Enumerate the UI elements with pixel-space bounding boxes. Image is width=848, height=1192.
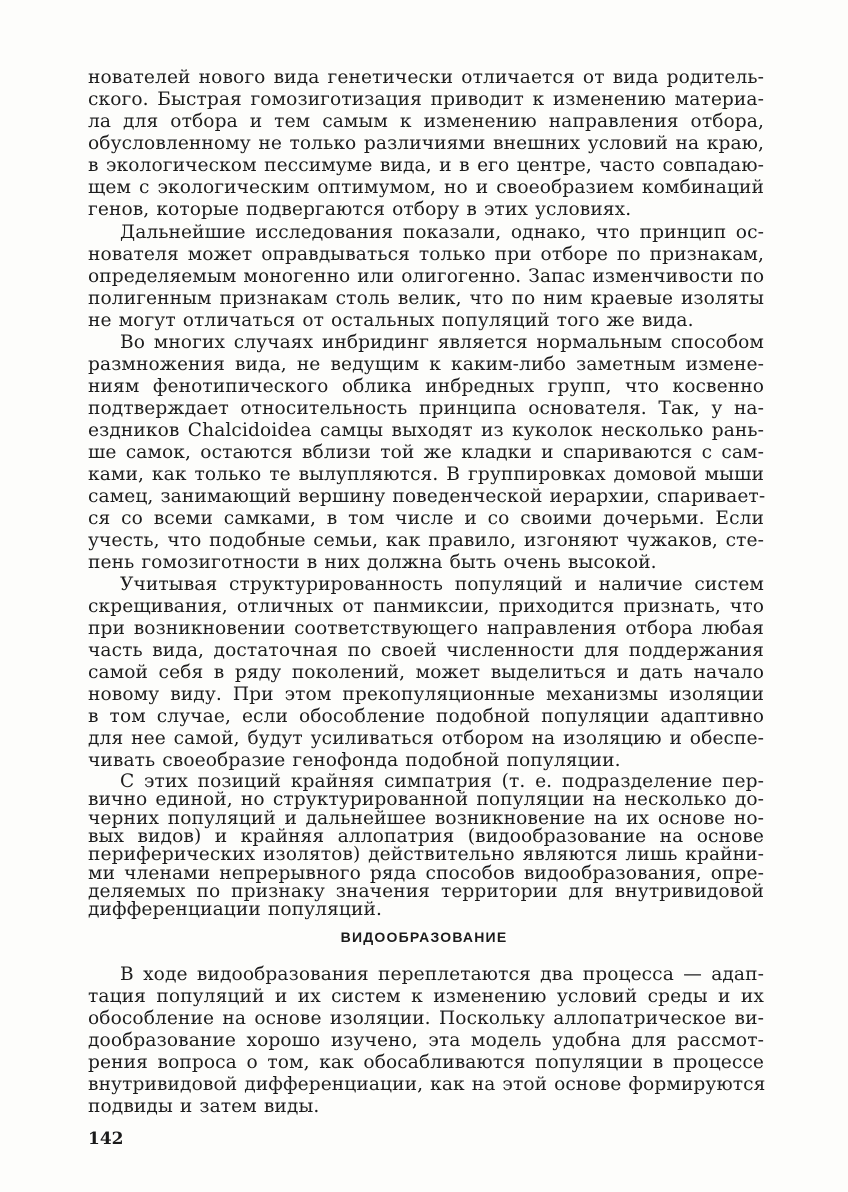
text-line: щем с экологическим оптимумом, но и своеобразием комбинаций	[88, 177, 764, 198]
text-line: Во многих случаях инбридинг является нормальным способом	[120, 332, 764, 353]
text-line: учесть, что подобные семьи, как правило, изгоняют чужаков, сте-	[88, 530, 764, 551]
text-line: не могут отличаться от остальных популяций того же вида.	[88, 310, 694, 331]
text-line: ками, как только те вылупляются. В группировках домовой мыши	[88, 464, 764, 485]
text-line: скрещивания, отличных от панмиксии, приходится признать, что	[88, 596, 764, 617]
text-line: периферических изолятов) действительно являются лишь крайни-	[88, 844, 764, 866]
text-line: ся со всеми самками, в том числе и со своими дочерьми. Если	[88, 508, 764, 529]
text-line: пень гомозиготности в них должна быть очень высокой.	[88, 552, 657, 573]
text-line: новому виду. При этом прекопуляционные механизмы изоляции	[88, 684, 764, 705]
text-line: самец, занимающий вершину поведенческой иерархии, спаривает-	[88, 486, 766, 507]
text-line: в том случае, если обособление подобной популяции адаптивно	[88, 706, 764, 727]
text-line: черних популяций и дальнейшее возникновение на их основе но-	[88, 807, 764, 829]
text-line: при возникновении соответствующего направления отбора любая	[88, 618, 764, 639]
text-line: в экологическом пессимуме вида, и в его центре, часто совпадаю-	[88, 155, 764, 176]
text-line: нователя может оправдываться только при отборе по признакам,	[88, 244, 764, 265]
text-line: ского. Быстрая гомозиготизация приводит к изменению материа-	[88, 89, 764, 110]
text-line: генов, которые подвергаются отбору в этих условиях.	[88, 199, 632, 220]
text-line: ше самок, остаются вблизи той же кладки и спариваются с сам-	[88, 442, 764, 463]
text-line: Учитывая структурированность популяций и наличие систем	[120, 574, 764, 595]
text-line: В ходе видообразования переплетаются два процесса — адап-	[120, 964, 764, 985]
text-line: вично единой, но структурированной популяции на несколько до-	[88, 789, 764, 811]
text-line: ла для отбора и тем самым к изменению направления отбора,	[88, 111, 764, 132]
text-line: часть вида, достаточная по своей численности для поддержания	[88, 640, 764, 661]
text-line: размножения вида, не ведущим к каким-либо заметным измене-	[88, 354, 764, 375]
text-line: чивать своеобразие генофонда подобной популяции.	[88, 750, 621, 771]
text-line: подвиды и затем виды.	[88, 1096, 320, 1117]
text-line: для нее самой, будут усиливаться отбором на изоляцию и обеспе-	[88, 728, 764, 749]
text-line: нователей нового вида генетически отличается от вида родитель-	[88, 67, 764, 88]
text-line: полигенным признакам столь велик, что по ним краевые изоляты	[88, 288, 764, 309]
text-line: обусловленному не только различиями внешних условий на краю,	[88, 133, 764, 154]
text-line: подтверждает относительность принципа основателя. Так, у на-	[88, 398, 764, 419]
text-line: рения вопроса о том, как обосабливаются популяции в процессе	[88, 1052, 764, 1073]
text-line: ми членами непрерывного ряда способов видообразования, опре-	[88, 862, 764, 884]
text-line: определяемым моногенно или олигогенно. Запас изменчивости по	[88, 266, 765, 287]
text-line: дифференциации популяций.	[88, 899, 382, 921]
text-line: внутривидовой дифференциации, как на этой основе формируются	[88, 1074, 766, 1095]
page-number: 142	[88, 1129, 124, 1149]
text-line: ездников Chalcidoidea самцы выходят из куколок несколько рань-	[88, 420, 764, 441]
text-line: деляемых по признаку значения территории для внутривидовой	[88, 880, 764, 902]
text-line: вых видов) и крайняя аллопатрия (видообразование на основе	[88, 825, 764, 847]
text-line: тация популяций и их систем к изменению условий среды и их	[88, 986, 764, 1007]
section-heading: ВИДООБРАЗОВАНИЕ	[340, 929, 508, 945]
text-line: Дальнейшие исследования показали, однако, что принцип ос-	[120, 222, 764, 243]
text-line: С этих позиций крайняя симпатрия (т. е. подразделение пер-	[120, 771, 764, 792]
text-line: обособление на основе изоляции. Поскольку аллопатрическое ви-	[88, 1008, 764, 1029]
text-line: дообразование хорошо изучено, эта модель удобна для рассмот-	[88, 1030, 764, 1051]
text-line: ниям фенотипического облика инбредных групп, что косвенно	[88, 376, 764, 397]
text-line: самой себя в ряду поколений, может выделиться и дать начало	[88, 662, 764, 683]
